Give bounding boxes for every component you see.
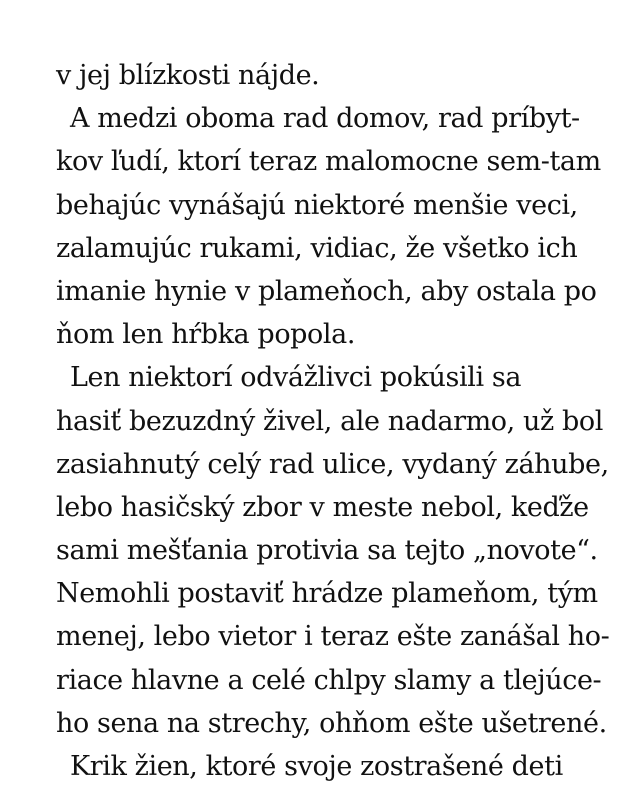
text-line-14: menej, lebo vietor i teraz ešte zanášal ho- xyxy=(56,621,610,653)
text-line-8-paragraph-start: Len niektorí odvážlivci pokúsili sa xyxy=(70,362,522,394)
text-line-6: imanie hynie v plameňoch, aby ostala po xyxy=(56,275,597,307)
text-line-10: zasiahnutý celý rad ulice, vydaný záhube, xyxy=(56,448,609,480)
body-text xyxy=(56,54,610,788)
text-line-16: ho sena na strechy, ohňom ešte ušetrené. xyxy=(56,707,607,739)
text-line-15: riace hlavne a celé chlpy slamy a tlejúce- xyxy=(56,664,602,696)
text-line-1: v jej blízkosti nájde. xyxy=(56,60,320,91)
text-line-5: zalamujúc rukami, vidiac, že všetko ich xyxy=(56,232,578,264)
text-line-2-paragraph-start: A medzi oboma rad domov, rad príbyt- xyxy=(70,103,580,135)
text-line-13: Nemohli postaviť hrádze plameňom, tým xyxy=(56,578,598,610)
text-line-11: lebo hasičský zbor v meste nebol, keďže xyxy=(56,491,589,523)
text-line-12: sami mešťania protivia sa tejto „novote“. xyxy=(56,535,598,567)
text-line-9: hasiť bezuzdný živel, ale nadarmo, už bol xyxy=(56,405,603,437)
text-line-4: behajúc vynášajú niektoré menšie veci, xyxy=(56,189,578,221)
text-line-17-paragraph-start: Krik žien, ktoré svoje zostrašené deti xyxy=(70,751,563,782)
text-line-3: kov ľudí, ktorí teraz malomocne sem-tam xyxy=(56,146,601,178)
text-line-7: ňom len hŕbka popola. xyxy=(56,319,356,351)
